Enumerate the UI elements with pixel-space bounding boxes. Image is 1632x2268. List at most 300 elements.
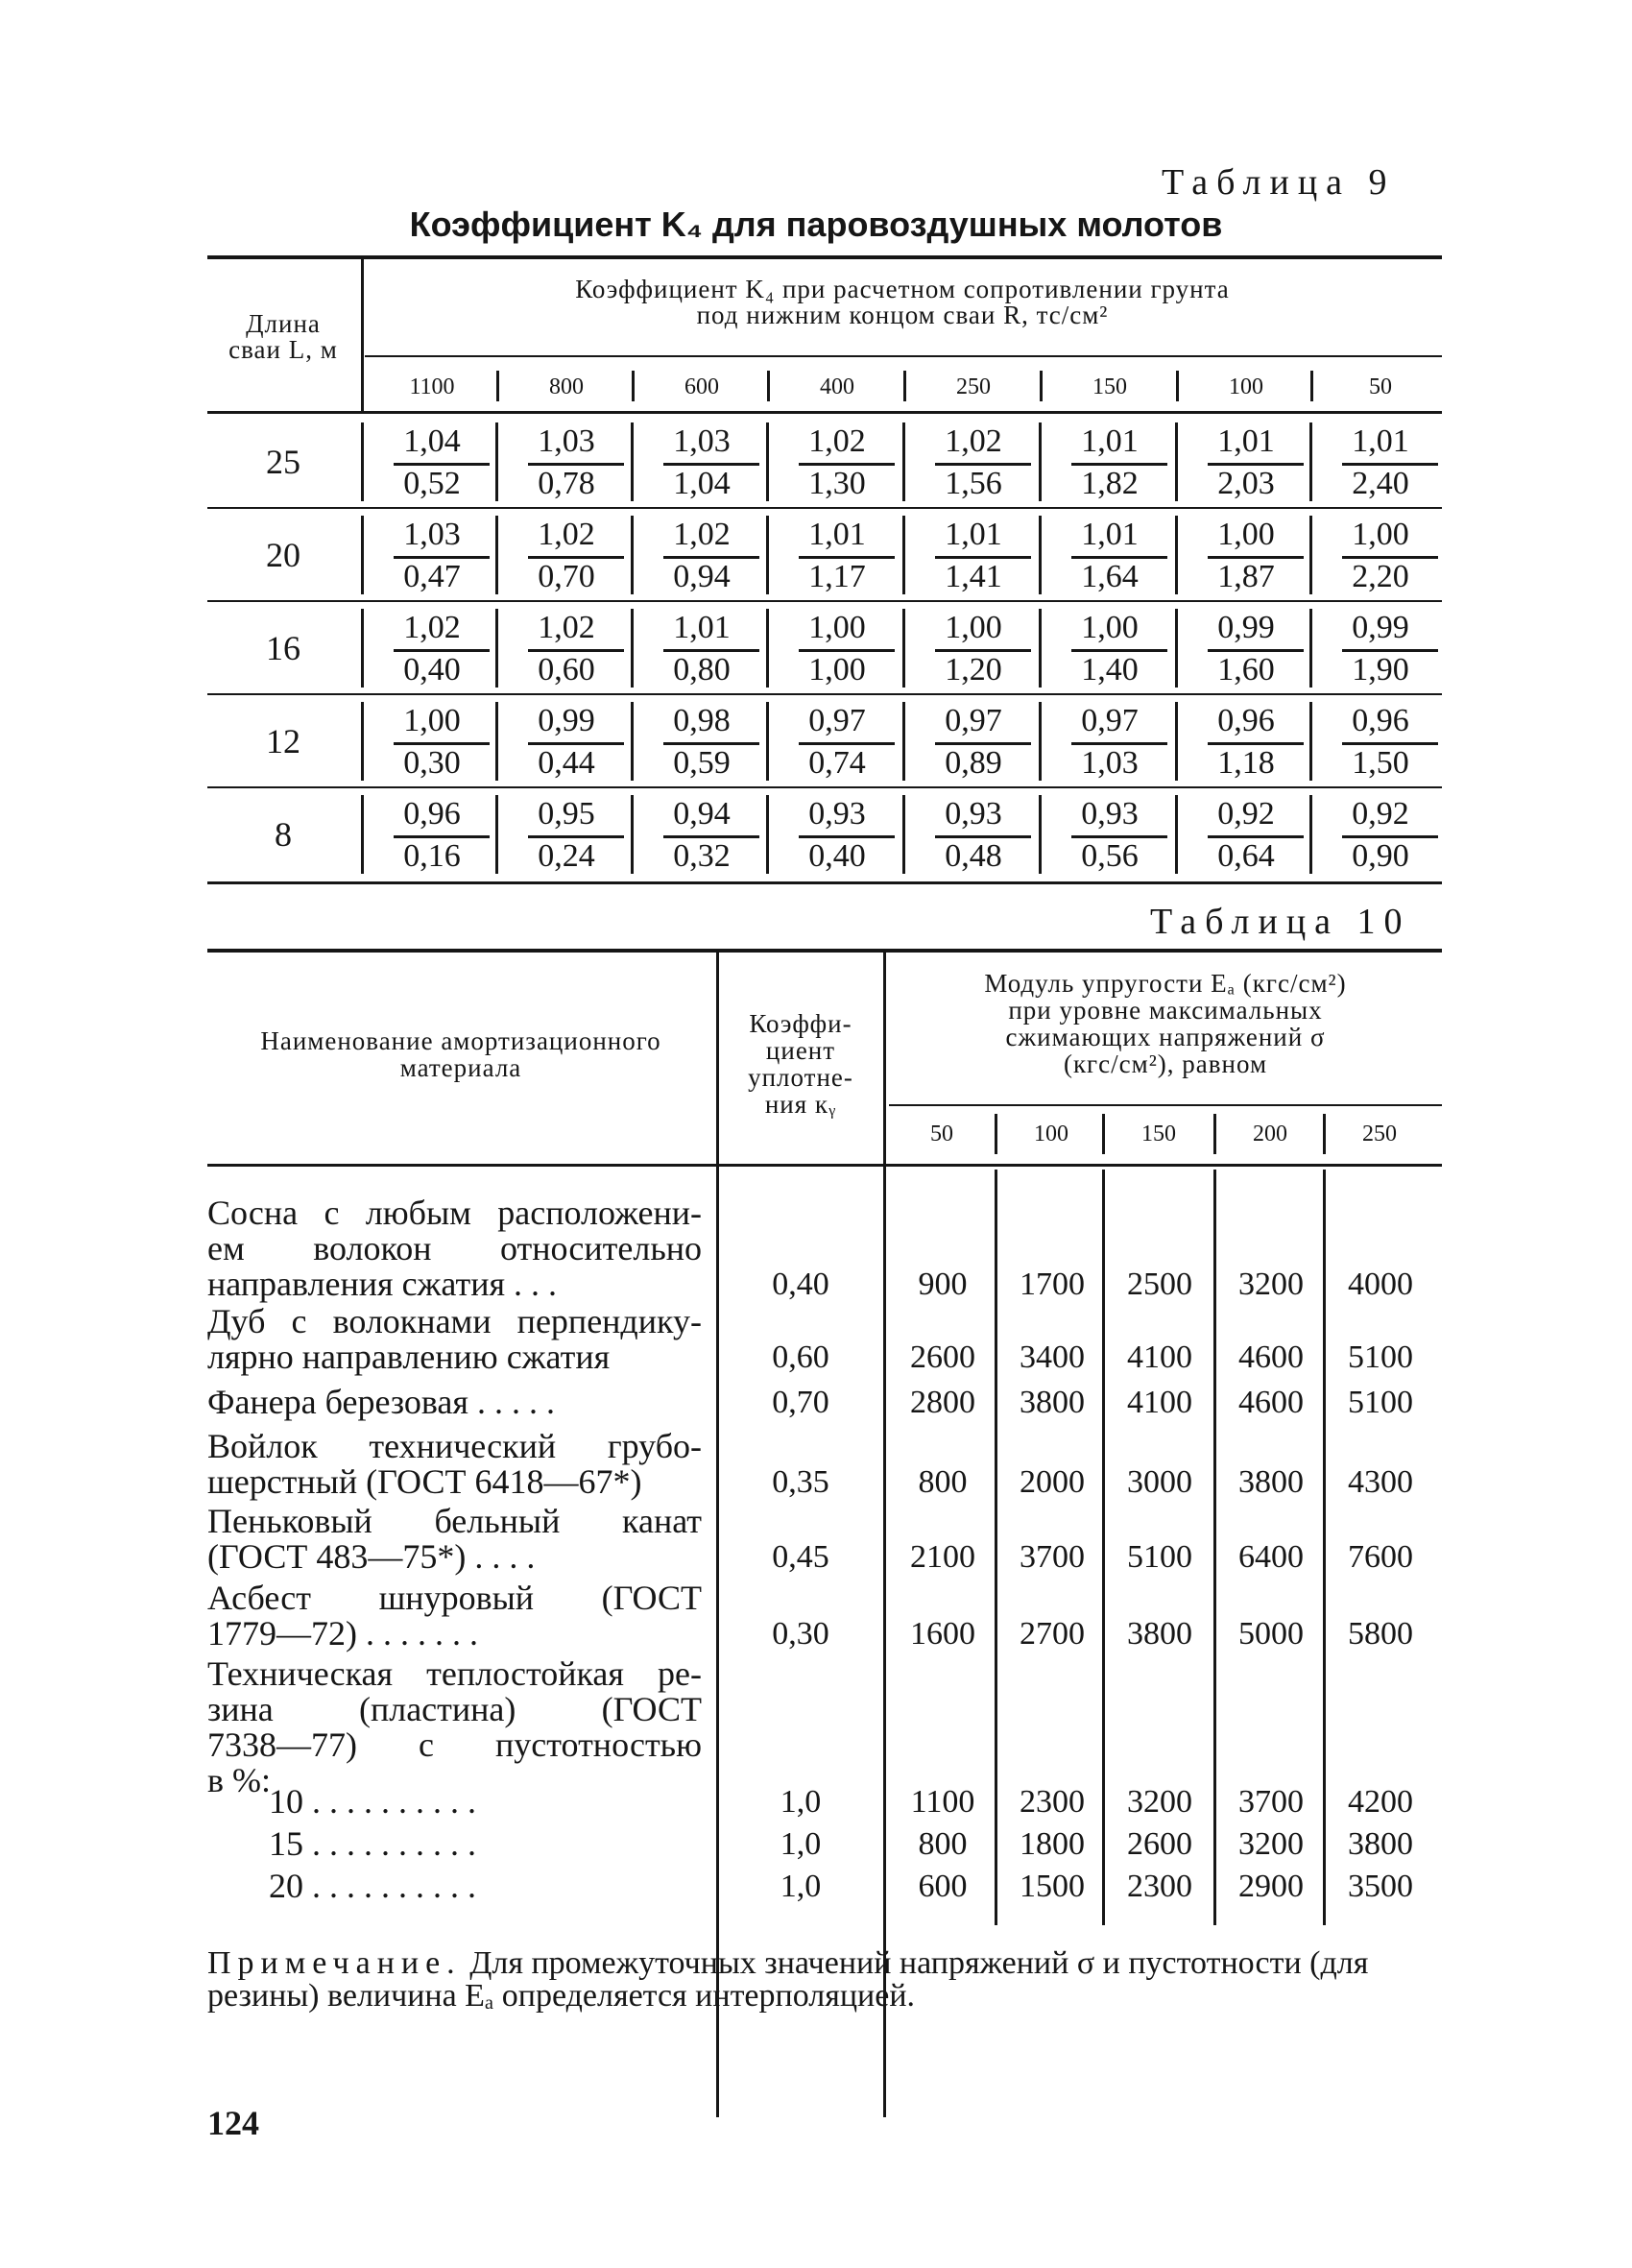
material-line: Асбест шнуровый (ГОСТ: [207, 1579, 702, 1617]
table9-top-rule: [207, 255, 1442, 259]
fraction-denominator: 2,03: [1217, 466, 1275, 501]
fraction-denominator: 0,90: [1352, 838, 1409, 874]
fraction-denominator: 0,24: [538, 838, 595, 874]
fraction-numerator: 1,00: [1352, 517, 1409, 552]
fraction-denominator: 0,78: [538, 466, 595, 501]
material-line: Пеньковый бельный канат: [207, 1502, 702, 1540]
table9-fraction-cell: [635, 609, 769, 686]
fraction-denominator: 0,64: [1217, 838, 1275, 874]
table9-fraction-cell: [499, 702, 634, 779]
fraction-numerator: 0,97: [945, 703, 1002, 738]
fraction-denominator: 0,74: [808, 745, 866, 781]
fraction-numerator: 0,93: [808, 796, 866, 832]
table10-modulus-cell: 3000: [1127, 1464, 1192, 1500]
table10-material-cell: [207, 1195, 702, 1302]
table9-label: Таблица 9: [1162, 162, 1396, 203]
table10-sigma-value: 50: [930, 1122, 953, 1146]
table9-cell-divider: [902, 422, 905, 501]
fraction-denominator: 1,41: [945, 559, 1002, 594]
table10-material-cell: [207, 1385, 702, 1420]
table10-material-cell: [207, 1869, 702, 1904]
table9-r-divider: [632, 371, 635, 401]
table9-row-rule: [207, 600, 1442, 602]
table9-cell-divider: [631, 702, 634, 781]
table10-modulus-cell: 3800: [1127, 1616, 1192, 1652]
table10-modulus-cell: 3700: [1020, 1539, 1085, 1575]
fraction-numerator: 1,03: [403, 517, 461, 552]
table10-modulus-cell: 5100: [1348, 1339, 1413, 1375]
table9-cell-divider: [1309, 609, 1312, 688]
table9-cell-divider: [1175, 422, 1178, 501]
table9-row-divider: [361, 422, 364, 501]
table9-cell-divider: [766, 422, 769, 501]
fraction-numerator: 0,93: [945, 796, 1002, 832]
table9-fraction-cell: [499, 609, 634, 686]
fraction-denominator: 0,40: [403, 652, 461, 688]
fraction-numerator: 1,01: [945, 517, 1002, 552]
table9-r-value: 400: [820, 374, 854, 399]
table9-row-divider: [361, 795, 364, 874]
table9-subheader-rule: [365, 355, 1442, 357]
fraction-denominator: 1,03: [1081, 745, 1139, 781]
table9-fraction-cell: [770, 702, 904, 779]
fraction-denominator: 0,80: [673, 652, 731, 688]
table10-modulus-cell: 2300: [1020, 1784, 1085, 1820]
table10-modulus-cell: 3200: [1127, 1784, 1192, 1820]
table10-modulus-header-line1: Модуль упругости Eₐ (кгс/см²): [984, 969, 1347, 998]
table10-modulus-cell: 1700: [1020, 1267, 1085, 1302]
fraction-denominator: 0,59: [673, 745, 731, 781]
table10-modulus-cell: 2100: [910, 1539, 975, 1575]
page-number: 124: [207, 2104, 259, 2142]
fraction-numerator: 1,01: [673, 610, 731, 645]
fraction-numerator: 1,01: [1352, 423, 1409, 459]
note-text: Для промежуточных значений напряжений σ и пустотности (для резины) величина Eₐ определяется интерполяцией.: [207, 1945, 1369, 2014]
table9-cell-divider: [1309, 516, 1312, 594]
table9-r-value: 50: [1369, 374, 1392, 399]
fraction-numerator: 1,01: [1081, 423, 1139, 459]
fraction-numerator: 0,92: [1352, 796, 1409, 832]
fraction-denominator: 0,70: [538, 559, 595, 594]
table9-fraction-cell: [499, 422, 634, 499]
table9-r-value: 600: [684, 374, 719, 399]
table10-modulus-cell: 3800: [1238, 1464, 1304, 1500]
table9-coef-header-line2: под нижним концом сваи R, тс/см²: [696, 301, 1109, 329]
fraction-numerator: 1,02: [673, 517, 731, 552]
table10-modulus-cell: 600: [918, 1869, 968, 1904]
table9-cell-divider: [495, 422, 498, 501]
table10-modulus-cell: 5800: [1348, 1616, 1413, 1652]
table9-cell-divider: [631, 516, 634, 594]
fraction-numerator: 0,98: [673, 703, 731, 738]
table10-modulus-cell: 6400: [1238, 1539, 1304, 1575]
table9-fraction-cell: [906, 795, 1041, 872]
table9-cell-divider: [495, 702, 498, 781]
fraction-numerator: 0,99: [1217, 610, 1275, 645]
material-line: в %:: [207, 1761, 271, 1799]
table10-modulus-cell: 5100: [1348, 1385, 1413, 1420]
fraction-numerator: 1,03: [538, 423, 595, 459]
table9-fraction-cell: [770, 422, 904, 499]
fraction-numerator: 1,02: [538, 517, 595, 552]
fraction-denominator: 0,89: [945, 745, 1002, 781]
fraction-denominator: 0,30: [403, 745, 461, 781]
material-line: 15 . . . . . . . . . .: [269, 1824, 476, 1863]
table9-r-value: 250: [956, 374, 991, 399]
table10-modulus-cell: 1600: [910, 1616, 975, 1652]
table10-modulus-cell: 3200: [1238, 1267, 1304, 1302]
table9-fraction-cell: [770, 795, 904, 872]
table9-row-rule: [207, 786, 1442, 788]
table9-r-divider: [903, 371, 906, 401]
table10-header-bottom-rule: [207, 1164, 1442, 1167]
table10-modulus-cell: 2600: [910, 1339, 975, 1375]
table9-fraction-cell: [635, 702, 769, 779]
table10-ky-cell: 1,0: [780, 1784, 822, 1820]
table10-modulus-cell: 3500: [1348, 1869, 1413, 1904]
fraction-denominator: 1,40: [1081, 652, 1139, 688]
table9-length-cell: 16: [266, 629, 300, 667]
table9-fraction-cell: [1179, 702, 1313, 779]
table9-cell-divider: [902, 609, 905, 688]
material-line: Сосна с любым расположени-: [207, 1194, 702, 1232]
table10-modulus-cell: 4100: [1127, 1385, 1192, 1420]
table9-cell-divider: [1175, 795, 1178, 874]
fraction-denominator: 1,04: [673, 466, 731, 501]
table10-ky-header-line3: уплотне-: [748, 1063, 853, 1092]
fraction-denominator: 1,20: [945, 652, 1002, 688]
table10-column-divider: [1213, 1170, 1216, 1925]
table9-cell-divider: [495, 795, 498, 874]
material-line: 10 . . . . . . . . . .: [269, 1782, 476, 1821]
table10-top-rule: [207, 949, 1442, 953]
material-line: Техническая теплостойкая ре-: [207, 1654, 702, 1693]
table10-modulus-cell: 2500: [1127, 1267, 1192, 1302]
fraction-denominator: 0,52: [403, 466, 461, 501]
table10-modulus-cell: 2700: [1020, 1616, 1085, 1652]
table9-cell-divider: [495, 609, 498, 688]
table10-divider-material: [716, 953, 719, 2117]
table9-r-value: 1100: [409, 374, 455, 399]
table9-length-header: [211, 311, 355, 363]
table9-fraction-cell: [1313, 422, 1448, 499]
fraction-numerator: 1,00: [403, 703, 461, 738]
table10-ky-cell: 0,30: [772, 1616, 829, 1652]
table10-sigma-divider: [1213, 1114, 1216, 1154]
table9-header-divider: [361, 259, 364, 411]
fraction-numerator: 1,00: [1217, 517, 1275, 552]
table9-fraction-cell: [906, 702, 1041, 779]
table9-r-value: 100: [1229, 374, 1263, 399]
fraction-numerator: 1,04: [403, 423, 461, 459]
table9-length-header-line1: Длина: [246, 309, 321, 338]
table10-ky-header: [722, 1010, 879, 1118]
fraction-denominator: 0,48: [945, 838, 1002, 874]
fraction-numerator: 1,02: [945, 423, 1002, 459]
table10-modulus-cell: 3700: [1238, 1784, 1304, 1820]
table10-modulus-header-line3: сжимающих напряжений σ: [1005, 1023, 1326, 1051]
fraction-denominator: 0,40: [808, 838, 866, 874]
table9-length-cell: 25: [266, 443, 300, 481]
table9-fraction-cell: [1179, 609, 1313, 686]
table10-ky-header-line1: Коэффи-: [749, 1009, 852, 1038]
table9-cell-divider: [902, 795, 905, 874]
material-line: лярно направлению сжатия: [207, 1338, 611, 1376]
fraction-numerator: 0,96: [403, 796, 461, 832]
table9-fraction-cell: [1313, 516, 1448, 592]
table9-fraction-cell: [365, 702, 499, 779]
fraction-numerator: 0,94: [673, 796, 731, 832]
table9-cell-divider: [631, 422, 634, 501]
table10-material-cell: [207, 1429, 702, 1500]
fraction-numerator: 0,96: [1217, 703, 1275, 738]
fraction-numerator: 1,02: [538, 610, 595, 645]
fraction-numerator: 0,92: [1217, 796, 1275, 832]
table10-modulus-cell: 4600: [1238, 1339, 1304, 1375]
table10-ky-cell: 0,35: [772, 1464, 829, 1500]
table10-sigma-value: 150: [1141, 1122, 1176, 1146]
table10-modulus-cell: 2800: [910, 1385, 975, 1420]
table10-sigma-value: 100: [1034, 1122, 1068, 1146]
table9-fraction-cell: [1179, 795, 1313, 872]
fraction-denominator: 1,64: [1081, 559, 1139, 594]
table9-fraction-cell: [770, 516, 904, 592]
table10-material-cell: [207, 1504, 702, 1575]
table9-coef-header-line1: Коэффициент K₄ при расчетном сопротивлении грунта: [575, 275, 1230, 303]
fraction-denominator: 1,18: [1217, 745, 1275, 781]
fraction-denominator: 2,40: [1352, 466, 1409, 501]
table10-modulus-cell: 1800: [1020, 1826, 1085, 1862]
table9-cell-divider: [766, 516, 769, 594]
table10-modulus-cell: 2300: [1127, 1869, 1192, 1904]
table10-ky-cell: 0,70: [772, 1385, 829, 1420]
table10-modulus-cell: 5000: [1238, 1616, 1304, 1652]
fraction-denominator: 1,82: [1081, 466, 1139, 501]
material-line: зина (пластина) (ГОСТ: [207, 1690, 702, 1728]
table9-fraction-cell: [770, 609, 904, 686]
fraction-denominator: 1,00: [808, 652, 866, 688]
material-line: ем волокон относительно: [207, 1229, 702, 1267]
material-line: Войлок технический грубо-: [207, 1427, 702, 1465]
table9-fraction-cell: [635, 516, 769, 592]
table9-fraction-cell: [1043, 422, 1177, 499]
fraction-denominator: 0,32: [673, 838, 731, 874]
table10-material-cell: [207, 1580, 702, 1652]
table10-modulus-cell: 1500: [1020, 1869, 1085, 1904]
table9-cell-divider: [1039, 516, 1042, 594]
material-line: (ГОСТ 483—75*) . . . .: [207, 1537, 536, 1576]
table9-fraction-cell: [1179, 422, 1313, 499]
table10-modulus-cell: 3200: [1238, 1826, 1304, 1862]
fraction-denominator: 0,56: [1081, 838, 1139, 874]
table9-r-divider: [1310, 371, 1313, 401]
fraction-numerator: 0,97: [1081, 703, 1139, 738]
fraction-numerator: 1,00: [808, 610, 866, 645]
table9-cell-divider: [1175, 516, 1178, 594]
table10-modulus-cell: 800: [918, 1464, 968, 1500]
table9-row-divider: [361, 609, 364, 688]
table9-cell-divider: [902, 702, 905, 781]
table10-ky-cell: 0,60: [772, 1339, 829, 1375]
note-label: Примечание.: [207, 1945, 462, 1981]
table9-fraction-cell: [365, 422, 499, 499]
table9-header-bottom-rule: [207, 411, 1442, 414]
table9-cell-divider: [1039, 795, 1042, 874]
table9-r-value: 150: [1092, 374, 1127, 399]
fraction-numerator: 0,97: [808, 703, 866, 738]
table10-ky-cell: 1,0: [780, 1826, 822, 1862]
table10-modulus-header: [889, 970, 1442, 1077]
table10-sigma-divider: [995, 1114, 997, 1154]
table10-material-header-line2: материала: [399, 1053, 522, 1082]
table9-length-cell: 8: [275, 815, 292, 854]
table9-fraction-cell: [365, 795, 499, 872]
material-line: Дуб с волокнами перпендику-: [207, 1302, 702, 1340]
table9-fraction-cell: [365, 609, 499, 686]
fraction-numerator: 1,00: [1081, 610, 1139, 645]
material-line: 7338—77) с пустотностью: [207, 1725, 702, 1764]
fraction-numerator: 1,01: [808, 517, 866, 552]
table9-fraction-cell: [1043, 702, 1177, 779]
table10-ky-cell: 1,0: [780, 1869, 822, 1904]
fraction-denominator: 0,60: [538, 652, 595, 688]
table9-bottom-rule: [207, 881, 1442, 884]
fraction-denominator: 1,90: [1352, 652, 1409, 688]
table10-modulus-cell: 4300: [1348, 1464, 1413, 1500]
table10-modulus-cell: 3400: [1020, 1339, 1085, 1375]
fraction-numerator: 0,95: [538, 796, 595, 832]
fraction-denominator: 0,94: [673, 559, 731, 594]
table9-cell-divider: [766, 609, 769, 688]
table9-cell-divider: [1309, 422, 1312, 501]
table10-sigma-divider: [1102, 1114, 1105, 1154]
table9-length-header-line2: сваи L, м: [228, 335, 338, 364]
table9-length-cell: 12: [266, 722, 300, 760]
table9-r-divider: [496, 371, 499, 401]
table10-modulus-cell: 4200: [1348, 1784, 1413, 1820]
fraction-denominator: 0,44: [538, 745, 595, 781]
table10-modulus-cell: 4100: [1127, 1339, 1192, 1375]
table10-modulus-cell: 800: [918, 1826, 968, 1862]
table9-fraction-cell: [1043, 795, 1177, 872]
fraction-denominator: 1,60: [1217, 652, 1275, 688]
table10-modulus-cell: 3800: [1348, 1826, 1413, 1862]
table10-subheader-rule: [889, 1104, 1442, 1106]
table9-cell-divider: [1039, 702, 1042, 781]
fraction-denominator: 1,56: [945, 466, 1002, 501]
table10-modulus-cell: 3800: [1020, 1385, 1085, 1420]
fraction-denominator: 1,30: [808, 466, 866, 501]
table9-row-divider: [361, 516, 364, 594]
material-line: шерстный (ГОСТ 6418—67*): [207, 1462, 642, 1501]
table10-modulus-cell: 2000: [1020, 1464, 1085, 1500]
table9-fraction-cell: [906, 516, 1041, 592]
table10-label: Таблица 10: [1150, 902, 1411, 942]
table9-cell-divider: [766, 702, 769, 781]
fraction-denominator: 0,47: [403, 559, 461, 594]
table10-material-cell: [207, 1656, 702, 1798]
table10-modulus-header-line2: при уровне максимальных: [1008, 996, 1323, 1025]
fraction-denominator: 2,20: [1352, 559, 1409, 594]
table9-row-rule: [207, 507, 1442, 509]
material-line: направления сжатия . . .: [207, 1265, 558, 1303]
table9-cell-divider: [1309, 702, 1312, 781]
table9-cell-divider: [1175, 609, 1178, 688]
table9-cell-divider: [495, 516, 498, 594]
fraction-denominator: 1,87: [1217, 559, 1275, 594]
table9-fraction-cell: [365, 516, 499, 592]
table10-modulus-cell: 4600: [1238, 1385, 1304, 1420]
fraction-denominator: 0,16: [403, 838, 461, 874]
table10-modulus-cell: 2600: [1127, 1826, 1192, 1862]
table10-ky-cell: 0,40: [772, 1267, 829, 1302]
table9-fraction-cell: [499, 795, 634, 872]
table9-fraction-cell: [1179, 516, 1313, 592]
table9-fraction-cell: [1043, 609, 1177, 686]
table10-sigma-divider: [1323, 1114, 1326, 1154]
table10-modulus-cell: 1100: [910, 1784, 975, 1820]
table9-cell-divider: [766, 795, 769, 874]
table9-r-divider: [767, 371, 770, 401]
fraction-numerator: 0,99: [1352, 610, 1409, 645]
table10-material-header-line1: Наименование амортизационного: [260, 1026, 661, 1055]
table10-ky-cell: 0,45: [772, 1539, 829, 1575]
table9-fraction-cell: [1043, 516, 1177, 592]
table10-material-cell: [207, 1304, 702, 1375]
table9-cell-divider: [631, 795, 634, 874]
fraction-numerator: 1,03: [673, 423, 731, 459]
table9-fraction-cell: [635, 795, 769, 872]
table10-modulus-cell: 4000: [1348, 1267, 1413, 1302]
table9-cell-divider: [1039, 422, 1042, 501]
fraction-numerator: 1,00: [945, 610, 1002, 645]
table9-cell-divider: [902, 516, 905, 594]
table9-cell-divider: [1309, 795, 1312, 874]
fraction-numerator: 1,02: [403, 610, 461, 645]
table9-row-rule: [207, 693, 1442, 695]
table9-fraction-cell: [1313, 702, 1448, 779]
table10-material-header: [211, 1027, 710, 1081]
table10-modulus-cell: 2900: [1238, 1869, 1304, 1904]
fraction-denominator: 1,50: [1352, 745, 1409, 781]
table10-ky-header-line2: циент: [765, 1036, 836, 1065]
table9-title: Коэффициент K₄ для паровоздушных молотов: [409, 205, 1223, 244]
table10-sigma-value: 250: [1362, 1122, 1397, 1146]
table9-r-value: 800: [549, 374, 584, 399]
material-line: Фанера березовая . . . . .: [207, 1383, 555, 1421]
fraction-numerator: 1,01: [1217, 423, 1275, 459]
fraction-numerator: 0,96: [1352, 703, 1409, 738]
table10-modulus-cell: 5100: [1127, 1539, 1192, 1575]
table10-material-cell: [207, 1826, 702, 1862]
table10-modulus-cell: 7600: [1348, 1539, 1413, 1575]
fraction-numerator: 1,02: [808, 423, 866, 459]
fraction-denominator: 1,17: [808, 559, 866, 594]
table9-fraction-cell: [1313, 795, 1448, 872]
table10-material-cell: [207, 1784, 702, 1820]
fraction-numerator: 0,93: [1081, 796, 1139, 832]
table9-r-divider: [1040, 371, 1043, 401]
table9-row-divider: [361, 702, 364, 781]
table10-modulus-header-line4: (кгс/см²), равном: [1063, 1050, 1268, 1078]
fraction-numerator: 0,99: [538, 703, 595, 738]
table10-sigma-value: 200: [1253, 1122, 1287, 1146]
table9-coef-header: [365, 277, 1440, 328]
fraction-numerator: 1,01: [1081, 517, 1139, 552]
table10-modulus-cell: 900: [918, 1267, 968, 1302]
table9-fraction-cell: [635, 422, 769, 499]
material-line: 1779—72) . . . . . . .: [207, 1614, 478, 1653]
